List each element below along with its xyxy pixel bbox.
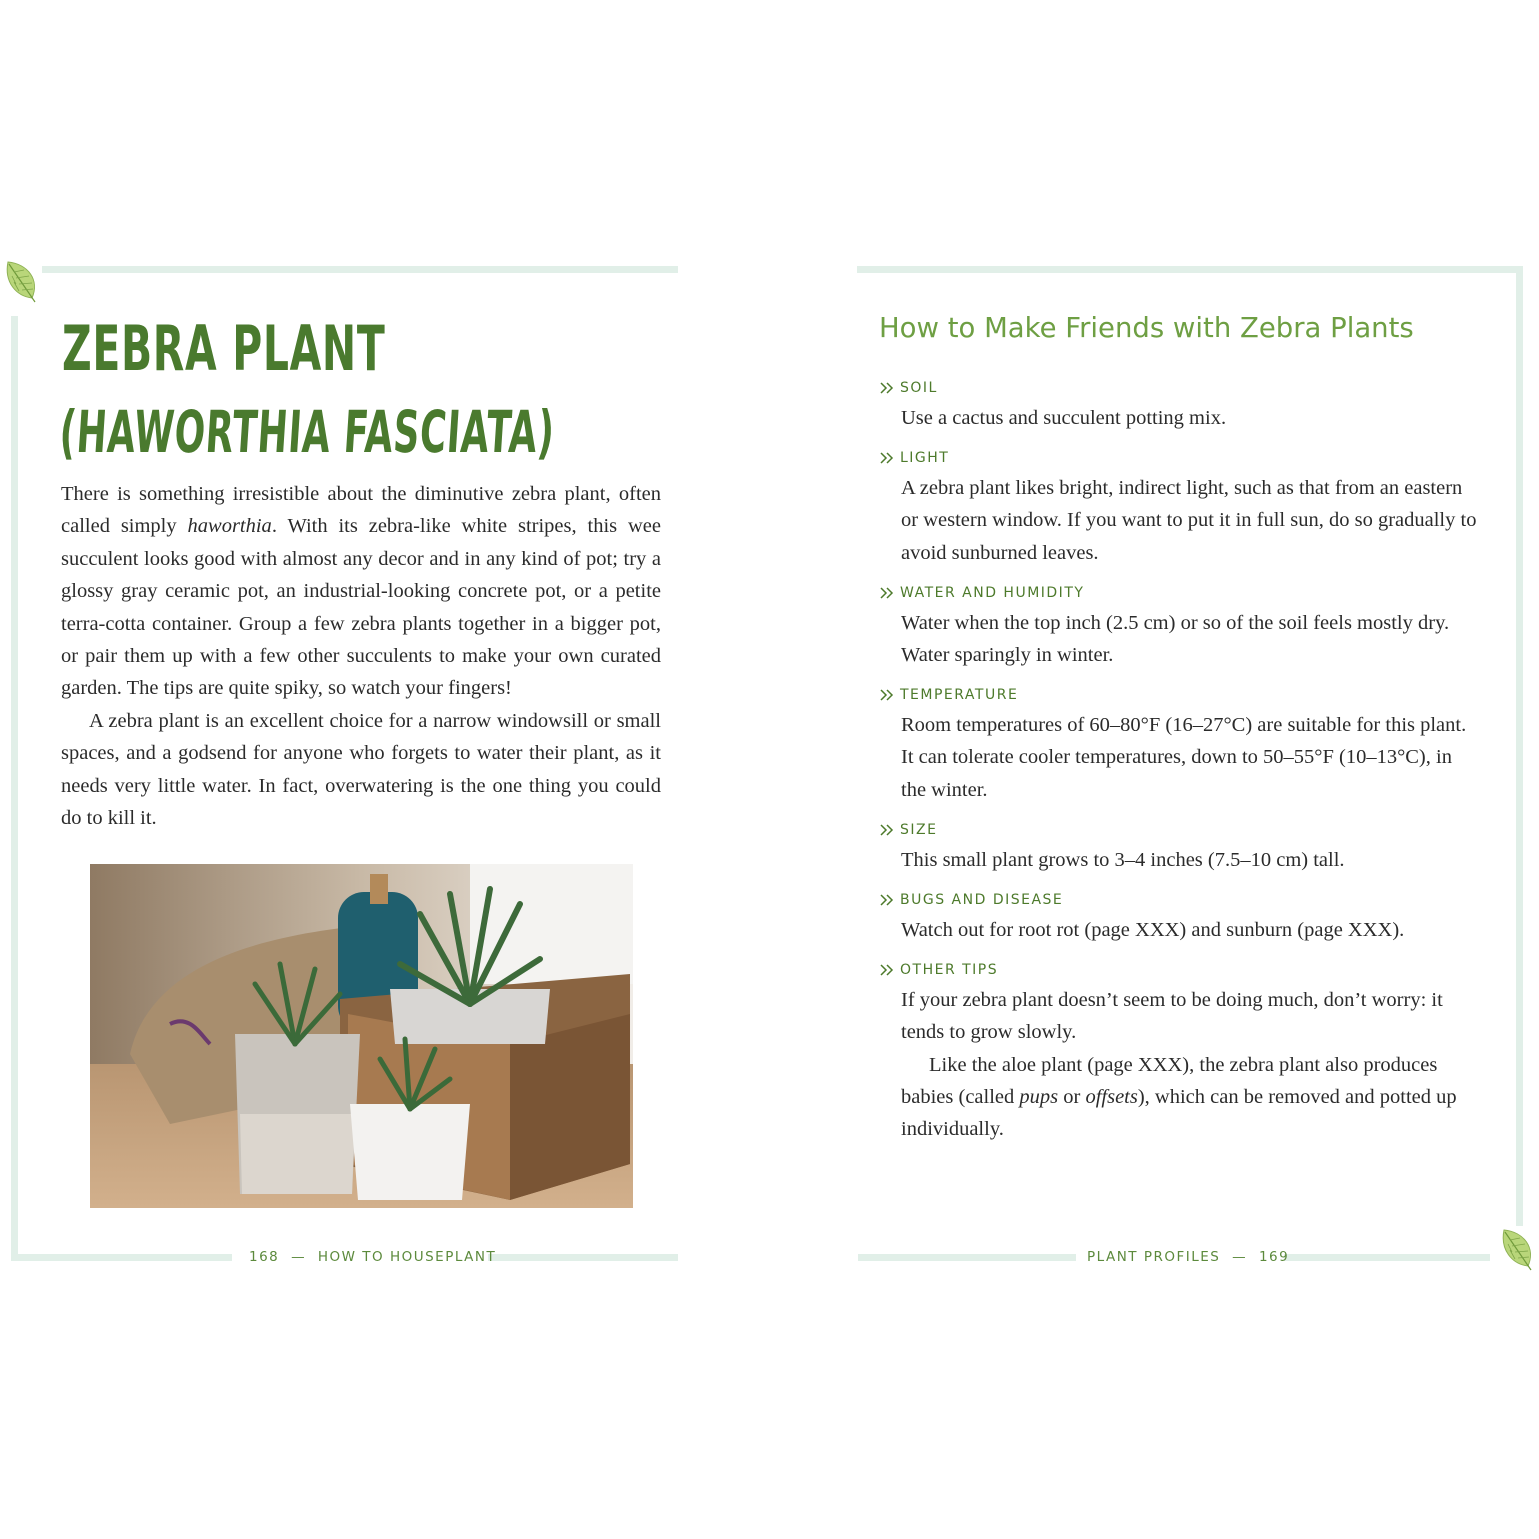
section-label: WATER AND HUMIDITY: [900, 584, 1085, 601]
chevron-double-icon: [879, 688, 895, 702]
section-text: Use a cactus and succulent potting mix.: [901, 407, 1227, 429]
section-label: TEMPERATURE: [900, 687, 1019, 704]
page-number-right: 169: [1258, 1249, 1290, 1265]
right-frame-bottom-b: [1284, 1254, 1490, 1261]
chevron-double-icon: [879, 893, 895, 907]
section-text: This small plant grows to 3–4 inches (7.5–10 cm) tall.: [901, 848, 1345, 871]
section-text: If your zebra plant doesn’t seem to be doing much, don’t worry: it tends to grow slowly. Like the aloe plant (page XXX), the zebra plant also produces babies (called pups or offsets), which can be removed and potted up individually.: [901, 989, 1457, 1141]
section-label: SOIL: [900, 380, 938, 396]
section-text: Watch out for root rot (page XXX) and sunburn (page XXX).: [901, 919, 1405, 942]
running-head-left: HOW TO HOUSEPLANT: [317, 1249, 497, 1265]
section-soil: [879, 378, 1479, 434]
section-bugs-and-disease: [879, 890, 1479, 946]
left-frame-top: [42, 266, 678, 273]
page-number-left: 168: [249, 1249, 280, 1265]
footer-right: PLANT PROFILES — 169: [1087, 1249, 1290, 1265]
intro-paragraph-1: There is something irresistible about the diminutive zebra plant, often called simply haworthia. With its zebra-like white stripes, this wee succulent looks good with almost any decor and in any kind of pot; try a glossy gray ceramic pot, an industrial-looking concrete pot, or a petite terra-cotta container. Group a few zebra plants together in a bigger pot, or pair them up with a few other succulents to make your own curated garden. The tips are quite spiky, so watch your fingers!: [61, 483, 661, 700]
left-frame-bottom-a: [11, 1254, 232, 1261]
section-size: [879, 820, 1479, 876]
page-subtitle: (HAWORTHIA FASCIATA): [57, 398, 557, 466]
chevron-double-icon: [879, 381, 895, 395]
section-text: A zebra plant likes bright, indirect light, such as that from an eastern or western window. If you want to put it in full sun, do so gradually to avoid sunburned leaves.: [901, 477, 1477, 564]
page-title: ZEBRA PLANT: [62, 312, 386, 385]
care-sections: [879, 378, 1479, 1159]
leaf-icon: [2, 258, 42, 304]
right-frame-side: [1516, 266, 1523, 1226]
section-heading: How to Make Friends with Zebra Plants: [879, 312, 1414, 344]
right-frame-bottom-a: [858, 1254, 1076, 1261]
intro-text: [61, 478, 661, 834]
chevron-double-icon: [879, 823, 895, 837]
chevron-double-icon: [879, 586, 895, 600]
section-text: Water when the top inch (2.5 cm) or so of the soil feels mostly dry. Water sparingly in winter.: [901, 611, 1450, 667]
section-light: [879, 448, 1479, 569]
section-label: BUGS AND DISEASE: [900, 892, 1064, 909]
chevron-double-icon: [879, 451, 895, 465]
section-text: Room temperatures of 60–80°F (16–27°C) are suitable for this plant. It can tolerate cooler temperatures, down to 50–55°F (10–13°C), in the winter.: [901, 714, 1467, 801]
section-other-tips: [879, 960, 1479, 1145]
chevron-double-icon: [879, 963, 895, 977]
zebra-plant-photo: [90, 864, 633, 1208]
footer-left: 168 — HOW TO HOUSEPLANT: [249, 1249, 497, 1265]
section-temperature: [879, 685, 1479, 806]
section-label: OTHER TIPS: [900, 962, 999, 979]
left-frame-bottom-b: [488, 1254, 678, 1261]
leaf-icon: [1498, 1226, 1538, 1272]
section-water-and-humidity: [879, 583, 1479, 671]
right-frame-top: [857, 266, 1523, 273]
section-label: LIGHT: [900, 450, 950, 467]
running-head-right: PLANT PROFILES: [1087, 1249, 1221, 1265]
section-label: SIZE: [900, 821, 938, 838]
intro-paragraph-2: A zebra plant is an excellent choice for a narrow windowsill or small spaces, and a godsend for anyone who forgets to water their plant, as it needs very little water. In fact, overwatering is the one thing you could do to kill it.: [61, 709, 661, 830]
left-frame-side: [11, 316, 18, 1260]
